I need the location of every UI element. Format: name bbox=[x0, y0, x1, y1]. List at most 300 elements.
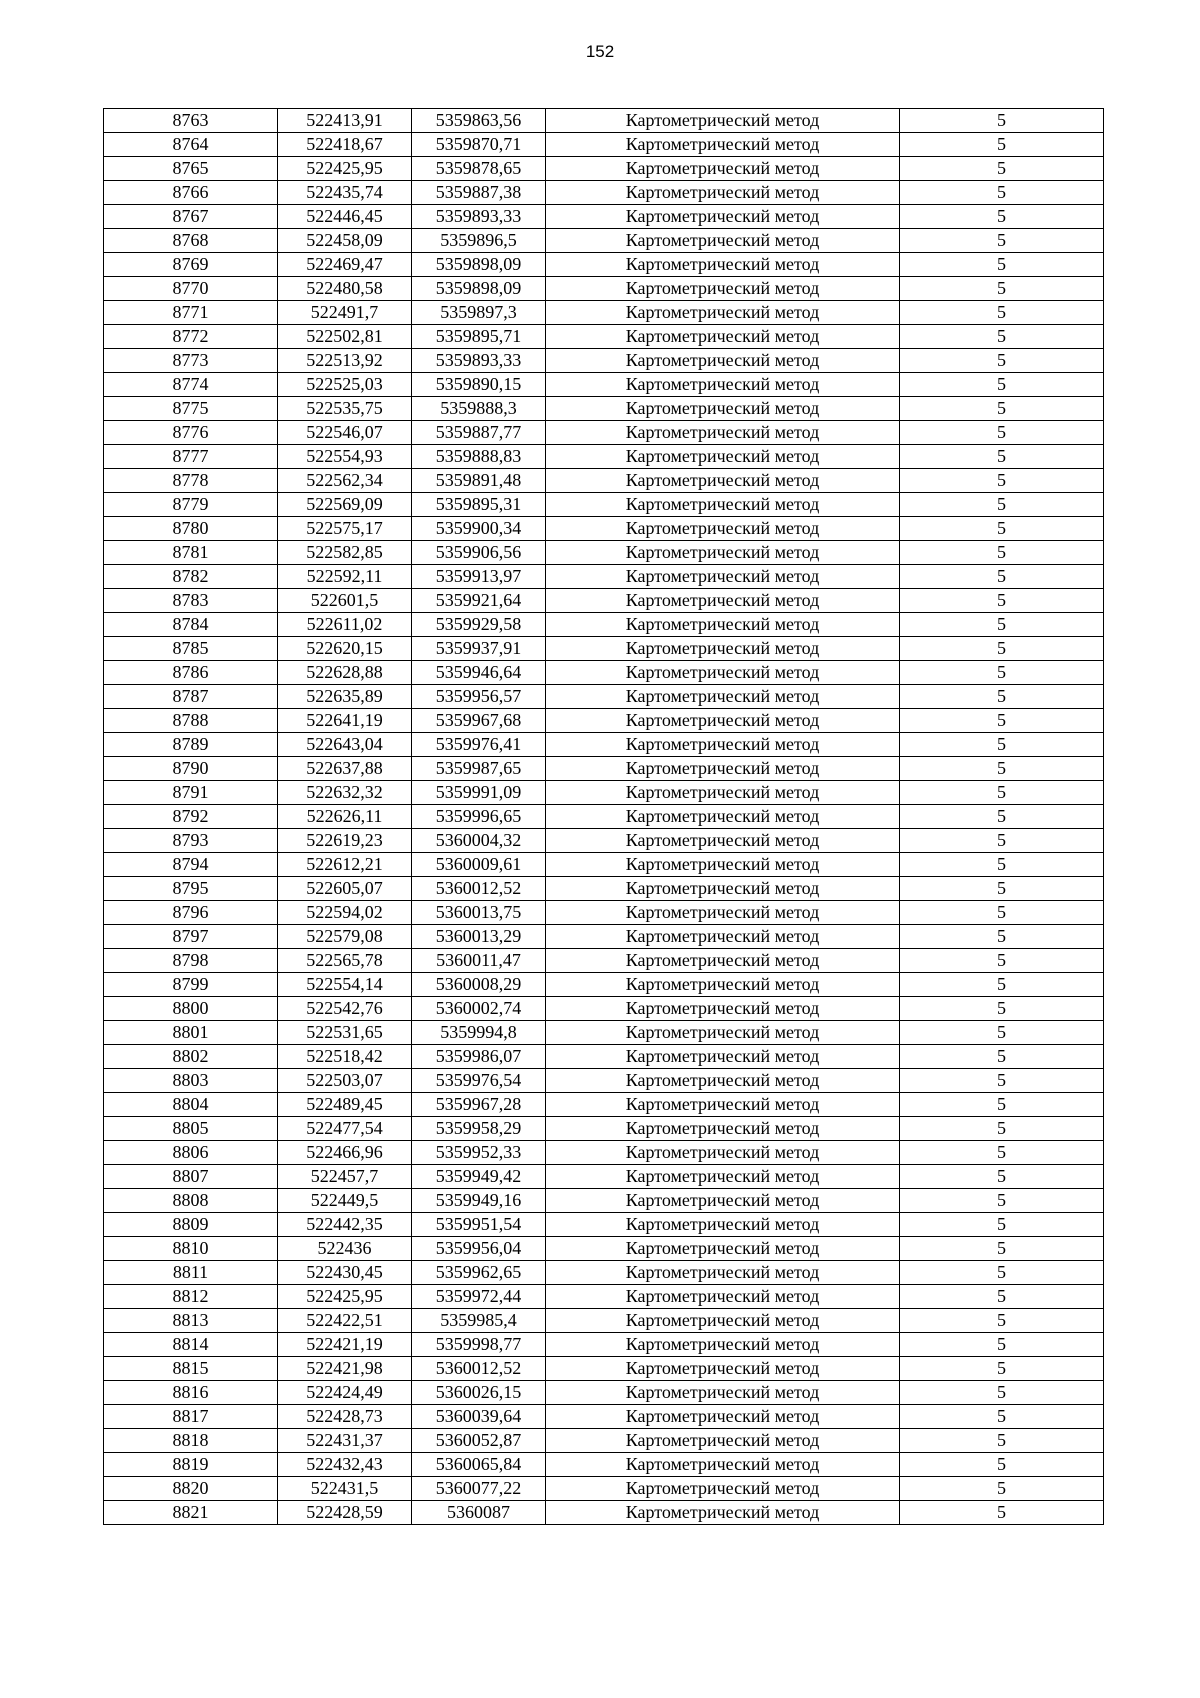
y-coordinate-cell: 5359967,68 bbox=[412, 709, 546, 733]
table-row bbox=[104, 1453, 1104, 1477]
point-number-cell: 8768 bbox=[104, 229, 278, 253]
table-row bbox=[104, 1189, 1104, 1213]
accuracy-cell: 5 bbox=[900, 565, 1104, 589]
method-cell: Картометрический метод bbox=[546, 1501, 900, 1525]
accuracy-cell: 5 bbox=[900, 181, 1104, 205]
x-coordinate-cell: 522575,17 bbox=[278, 517, 412, 541]
accuracy-cell: 5 bbox=[900, 1405, 1104, 1429]
accuracy-cell: 5 bbox=[900, 1021, 1104, 1045]
table-row bbox=[104, 973, 1104, 997]
accuracy-cell: 5 bbox=[900, 1237, 1104, 1261]
x-coordinate-cell: 522605,07 bbox=[278, 877, 412, 901]
table-row bbox=[104, 1477, 1104, 1501]
point-number-cell: 8816 bbox=[104, 1381, 278, 1405]
table-row bbox=[104, 157, 1104, 181]
accuracy-cell: 5 bbox=[900, 1189, 1104, 1213]
table-row bbox=[104, 877, 1104, 901]
x-coordinate-cell: 522418,67 bbox=[278, 133, 412, 157]
accuracy-cell: 5 bbox=[900, 877, 1104, 901]
table-row bbox=[104, 229, 1104, 253]
point-number-cell: 8809 bbox=[104, 1213, 278, 1237]
table-row bbox=[104, 1021, 1104, 1045]
accuracy-cell: 5 bbox=[900, 1285, 1104, 1309]
point-number-cell: 8771 bbox=[104, 301, 278, 325]
accuracy-cell: 5 bbox=[900, 949, 1104, 973]
point-number-cell: 8803 bbox=[104, 1069, 278, 1093]
y-coordinate-cell: 5360065,84 bbox=[412, 1453, 546, 1477]
x-coordinate-cell: 522611,02 bbox=[278, 613, 412, 637]
table-row bbox=[104, 757, 1104, 781]
x-coordinate-cell: 522432,43 bbox=[278, 1453, 412, 1477]
x-coordinate-cell: 522458,09 bbox=[278, 229, 412, 253]
table-row bbox=[104, 469, 1104, 493]
method-cell: Картометрический метод bbox=[546, 1357, 900, 1381]
x-coordinate-cell: 522582,85 bbox=[278, 541, 412, 565]
method-cell: Картометрический метод bbox=[546, 373, 900, 397]
y-coordinate-cell: 5359898,09 bbox=[412, 253, 546, 277]
accuracy-cell: 5 bbox=[900, 637, 1104, 661]
point-number-cell: 8764 bbox=[104, 133, 278, 157]
x-coordinate-cell: 522620,15 bbox=[278, 637, 412, 661]
table-row bbox=[104, 853, 1104, 877]
accuracy-cell: 5 bbox=[900, 421, 1104, 445]
x-coordinate-cell: 522601,5 bbox=[278, 589, 412, 613]
table-row bbox=[104, 781, 1104, 805]
accuracy-cell: 5 bbox=[900, 325, 1104, 349]
method-cell: Картометрический метод bbox=[546, 829, 900, 853]
point-number-cell: 8772 bbox=[104, 325, 278, 349]
method-cell: Картометрический метод bbox=[546, 517, 900, 541]
x-coordinate-cell: 522502,81 bbox=[278, 325, 412, 349]
point-number-cell: 8774 bbox=[104, 373, 278, 397]
y-coordinate-cell: 5359887,38 bbox=[412, 181, 546, 205]
x-coordinate-cell: 522449,5 bbox=[278, 1189, 412, 1213]
x-coordinate-cell: 522428,73 bbox=[278, 1405, 412, 1429]
point-number-cell: 8777 bbox=[104, 445, 278, 469]
method-cell: Картометрический метод bbox=[546, 1285, 900, 1309]
method-cell: Картометрический метод bbox=[546, 1093, 900, 1117]
method-cell: Картометрический метод bbox=[546, 1069, 900, 1093]
accuracy-cell: 5 bbox=[900, 1069, 1104, 1093]
accuracy-cell: 5 bbox=[900, 349, 1104, 373]
accuracy-cell: 5 bbox=[900, 397, 1104, 421]
table-row bbox=[104, 133, 1104, 157]
x-coordinate-cell: 522436 bbox=[278, 1237, 412, 1261]
point-number-cell: 8787 bbox=[104, 685, 278, 709]
table-row bbox=[104, 1405, 1104, 1429]
y-coordinate-cell: 5359898,09 bbox=[412, 277, 546, 301]
y-coordinate-cell: 5359967,28 bbox=[412, 1093, 546, 1117]
y-coordinate-cell: 5359976,54 bbox=[412, 1069, 546, 1093]
accuracy-cell: 5 bbox=[900, 901, 1104, 925]
point-number-cell: 8804 bbox=[104, 1093, 278, 1117]
y-coordinate-cell: 5359994,8 bbox=[412, 1021, 546, 1045]
x-coordinate-cell: 522542,76 bbox=[278, 997, 412, 1021]
method-cell: Картометрический метод bbox=[546, 1213, 900, 1237]
x-coordinate-cell: 522421,19 bbox=[278, 1333, 412, 1357]
accuracy-cell: 5 bbox=[900, 1093, 1104, 1117]
table-row bbox=[104, 901, 1104, 925]
accuracy-cell: 5 bbox=[900, 277, 1104, 301]
point-number-cell: 8778 bbox=[104, 469, 278, 493]
y-coordinate-cell: 5359949,42 bbox=[412, 1165, 546, 1189]
table-row bbox=[104, 397, 1104, 421]
method-cell: Картометрический метод bbox=[546, 1477, 900, 1501]
point-number-cell: 8801 bbox=[104, 1021, 278, 1045]
table-row bbox=[104, 589, 1104, 613]
x-coordinate-cell: 522592,11 bbox=[278, 565, 412, 589]
x-coordinate-cell: 522619,23 bbox=[278, 829, 412, 853]
accuracy-cell: 5 bbox=[900, 1309, 1104, 1333]
point-number-cell: 8813 bbox=[104, 1309, 278, 1333]
method-cell: Картометрический метод bbox=[546, 1045, 900, 1069]
x-coordinate-cell: 522569,09 bbox=[278, 493, 412, 517]
accuracy-cell: 5 bbox=[900, 469, 1104, 493]
method-cell: Картометрический метод bbox=[546, 253, 900, 277]
table-row bbox=[104, 1381, 1104, 1405]
point-number-cell: 8811 bbox=[104, 1261, 278, 1285]
accuracy-cell: 5 bbox=[900, 133, 1104, 157]
method-cell: Картометрический метод bbox=[546, 1165, 900, 1189]
accuracy-cell: 5 bbox=[900, 613, 1104, 637]
y-coordinate-cell: 5359870,71 bbox=[412, 133, 546, 157]
method-cell: Картометрический метод bbox=[546, 469, 900, 493]
accuracy-cell: 5 bbox=[900, 1453, 1104, 1477]
table-row bbox=[104, 373, 1104, 397]
table-row bbox=[104, 205, 1104, 229]
y-coordinate-cell: 5360002,74 bbox=[412, 997, 546, 1021]
x-coordinate-cell: 522480,58 bbox=[278, 277, 412, 301]
method-cell: Картометрический метод bbox=[546, 877, 900, 901]
accuracy-cell: 5 bbox=[900, 781, 1104, 805]
y-coordinate-cell: 5359987,65 bbox=[412, 757, 546, 781]
table-row bbox=[104, 541, 1104, 565]
method-cell: Картометрический метод bbox=[546, 949, 900, 973]
page-number: 152 bbox=[585, 42, 615, 61]
method-cell: Картометрический метод bbox=[546, 109, 900, 133]
accuracy-cell: 5 bbox=[900, 661, 1104, 685]
table-row bbox=[104, 1309, 1104, 1333]
table-row bbox=[104, 277, 1104, 301]
x-coordinate-cell: 522535,75 bbox=[278, 397, 412, 421]
x-coordinate-cell: 522554,93 bbox=[278, 445, 412, 469]
y-coordinate-cell: 5360012,52 bbox=[412, 1357, 546, 1381]
x-coordinate-cell: 522477,54 bbox=[278, 1117, 412, 1141]
point-number-cell: 8799 bbox=[104, 973, 278, 997]
point-number-cell: 8784 bbox=[104, 613, 278, 637]
accuracy-cell: 5 bbox=[900, 1333, 1104, 1357]
table-row bbox=[104, 949, 1104, 973]
table-row bbox=[104, 613, 1104, 637]
accuracy-cell: 5 bbox=[900, 373, 1104, 397]
accuracy-cell: 5 bbox=[900, 829, 1104, 853]
accuracy-cell: 5 bbox=[900, 205, 1104, 229]
method-cell: Картометрический метод bbox=[546, 709, 900, 733]
accuracy-cell: 5 bbox=[900, 301, 1104, 325]
y-coordinate-cell: 5359985,4 bbox=[412, 1309, 546, 1333]
point-number-cell: 8819 bbox=[104, 1453, 278, 1477]
method-cell: Картометрический метод bbox=[546, 1237, 900, 1261]
y-coordinate-cell: 5359976,41 bbox=[412, 733, 546, 757]
accuracy-cell: 5 bbox=[900, 253, 1104, 277]
point-number-cell: 8785 bbox=[104, 637, 278, 661]
x-coordinate-cell: 522562,34 bbox=[278, 469, 412, 493]
method-cell: Картометрический метод bbox=[546, 1333, 900, 1357]
y-coordinate-cell: 5360052,87 bbox=[412, 1429, 546, 1453]
method-cell: Картометрический метод bbox=[546, 637, 900, 661]
y-coordinate-cell: 5360039,64 bbox=[412, 1405, 546, 1429]
method-cell: Картометрический метод bbox=[546, 1405, 900, 1429]
accuracy-cell: 5 bbox=[900, 589, 1104, 613]
method-cell: Картометрический метод bbox=[546, 661, 900, 685]
x-coordinate-cell: 522421,98 bbox=[278, 1357, 412, 1381]
x-coordinate-cell: 522565,78 bbox=[278, 949, 412, 973]
point-number-cell: 8798 bbox=[104, 949, 278, 973]
method-cell: Картометрический метод bbox=[546, 445, 900, 469]
table-row bbox=[104, 349, 1104, 373]
x-coordinate-cell: 522425,95 bbox=[278, 1285, 412, 1309]
y-coordinate-cell: 5359986,07 bbox=[412, 1045, 546, 1069]
accuracy-cell: 5 bbox=[900, 1261, 1104, 1285]
point-number-cell: 8780 bbox=[104, 517, 278, 541]
method-cell: Картометрический метод bbox=[546, 1453, 900, 1477]
table-row bbox=[104, 709, 1104, 733]
accuracy-cell: 5 bbox=[900, 445, 1104, 469]
x-coordinate-cell: 522446,45 bbox=[278, 205, 412, 229]
point-number-cell: 8789 bbox=[104, 733, 278, 757]
x-coordinate-cell: 522579,08 bbox=[278, 925, 412, 949]
accuracy-cell: 5 bbox=[900, 1429, 1104, 1453]
y-coordinate-cell: 5359921,64 bbox=[412, 589, 546, 613]
x-coordinate-cell: 522628,88 bbox=[278, 661, 412, 685]
y-coordinate-cell: 5359996,65 bbox=[412, 805, 546, 829]
y-coordinate-cell: 5360012,52 bbox=[412, 877, 546, 901]
table-row bbox=[104, 685, 1104, 709]
accuracy-cell: 5 bbox=[900, 493, 1104, 517]
y-coordinate-cell: 5359952,33 bbox=[412, 1141, 546, 1165]
table-row bbox=[104, 1213, 1104, 1237]
accuracy-cell: 5 bbox=[900, 757, 1104, 781]
y-coordinate-cell: 5359998,77 bbox=[412, 1333, 546, 1357]
method-cell: Картометрический метод bbox=[546, 229, 900, 253]
method-cell: Картометрический метод bbox=[546, 325, 900, 349]
point-number-cell: 8793 bbox=[104, 829, 278, 853]
accuracy-cell: 5 bbox=[900, 1477, 1104, 1501]
y-coordinate-cell: 5359890,15 bbox=[412, 373, 546, 397]
method-cell: Картометрический метод bbox=[546, 349, 900, 373]
y-coordinate-cell: 5359897,3 bbox=[412, 301, 546, 325]
accuracy-cell: 5 bbox=[900, 1045, 1104, 1069]
table-row bbox=[104, 253, 1104, 277]
method-cell: Картометрический метод bbox=[546, 205, 900, 229]
y-coordinate-cell: 5359991,09 bbox=[412, 781, 546, 805]
method-cell: Картометрический метод bbox=[546, 805, 900, 829]
point-number-cell: 8821 bbox=[104, 1501, 278, 1525]
x-coordinate-cell: 522430,45 bbox=[278, 1261, 412, 1285]
table-row bbox=[104, 1117, 1104, 1141]
y-coordinate-cell: 5360026,15 bbox=[412, 1381, 546, 1405]
y-coordinate-cell: 5359906,56 bbox=[412, 541, 546, 565]
table-row bbox=[104, 325, 1104, 349]
table-row bbox=[104, 301, 1104, 325]
method-cell: Картометрический метод bbox=[546, 301, 900, 325]
table-row bbox=[104, 661, 1104, 685]
y-coordinate-cell: 5359893,33 bbox=[412, 349, 546, 373]
method-cell: Картометрический метод bbox=[546, 1309, 900, 1333]
x-coordinate-cell: 522425,95 bbox=[278, 157, 412, 181]
method-cell: Картометрический метод bbox=[546, 565, 900, 589]
point-number-cell: 8795 bbox=[104, 877, 278, 901]
y-coordinate-cell: 5359958,29 bbox=[412, 1117, 546, 1141]
table-row bbox=[104, 1429, 1104, 1453]
y-coordinate-cell: 5360008,29 bbox=[412, 973, 546, 997]
point-number-cell: 8791 bbox=[104, 781, 278, 805]
point-number-cell: 8766 bbox=[104, 181, 278, 205]
point-number-cell: 8797 bbox=[104, 925, 278, 949]
point-number-cell: 8812 bbox=[104, 1285, 278, 1309]
x-coordinate-cell: 522503,07 bbox=[278, 1069, 412, 1093]
y-coordinate-cell: 5359891,48 bbox=[412, 469, 546, 493]
y-coordinate-cell: 5359895,31 bbox=[412, 493, 546, 517]
point-number-cell: 8775 bbox=[104, 397, 278, 421]
point-number-cell: 8807 bbox=[104, 1165, 278, 1189]
accuracy-cell: 5 bbox=[900, 157, 1104, 181]
x-coordinate-cell: 522554,14 bbox=[278, 973, 412, 997]
x-coordinate-cell: 522531,65 bbox=[278, 1021, 412, 1045]
x-coordinate-cell: 522435,74 bbox=[278, 181, 412, 205]
table-row bbox=[104, 733, 1104, 757]
x-coordinate-cell: 522612,21 bbox=[278, 853, 412, 877]
x-coordinate-cell: 522431,5 bbox=[278, 1477, 412, 1501]
y-coordinate-cell: 5359863,56 bbox=[412, 109, 546, 133]
accuracy-cell: 5 bbox=[900, 1141, 1104, 1165]
x-coordinate-cell: 522626,11 bbox=[278, 805, 412, 829]
x-coordinate-cell: 522466,96 bbox=[278, 1141, 412, 1165]
x-coordinate-cell: 522422,51 bbox=[278, 1309, 412, 1333]
accuracy-cell: 5 bbox=[900, 1165, 1104, 1189]
y-coordinate-cell: 5359946,64 bbox=[412, 661, 546, 685]
method-cell: Картометрический метод bbox=[546, 1021, 900, 1045]
point-number-cell: 8810 bbox=[104, 1237, 278, 1261]
method-cell: Картометрический метод bbox=[546, 181, 900, 205]
accuracy-cell: 5 bbox=[900, 517, 1104, 541]
point-number-cell: 8817 bbox=[104, 1405, 278, 1429]
coordinates-table bbox=[103, 108, 1104, 1525]
point-number-cell: 8765 bbox=[104, 157, 278, 181]
point-number-cell: 8808 bbox=[104, 1189, 278, 1213]
method-cell: Картометрический метод bbox=[546, 757, 900, 781]
method-cell: Картометрический метод bbox=[546, 1141, 900, 1165]
point-number-cell: 8773 bbox=[104, 349, 278, 373]
y-coordinate-cell: 5359896,5 bbox=[412, 229, 546, 253]
accuracy-cell: 5 bbox=[900, 973, 1104, 997]
accuracy-cell: 5 bbox=[900, 1381, 1104, 1405]
x-coordinate-cell: 522431,37 bbox=[278, 1429, 412, 1453]
accuracy-cell: 5 bbox=[900, 229, 1104, 253]
accuracy-cell: 5 bbox=[900, 1357, 1104, 1381]
y-coordinate-cell: 5360087 bbox=[412, 1501, 546, 1525]
point-number-cell: 8818 bbox=[104, 1429, 278, 1453]
y-coordinate-cell: 5359937,91 bbox=[412, 637, 546, 661]
method-cell: Картометрический метод bbox=[546, 613, 900, 637]
table-row bbox=[104, 1165, 1104, 1189]
table-row bbox=[104, 805, 1104, 829]
x-coordinate-cell: 522424,49 bbox=[278, 1381, 412, 1405]
table-row bbox=[104, 1357, 1104, 1381]
method-cell: Картометрический метод bbox=[546, 925, 900, 949]
table-row bbox=[104, 829, 1104, 853]
table-row bbox=[104, 925, 1104, 949]
point-number-cell: 8781 bbox=[104, 541, 278, 565]
accuracy-cell: 5 bbox=[900, 541, 1104, 565]
method-cell: Картометрический метод bbox=[546, 133, 900, 157]
x-coordinate-cell: 522635,89 bbox=[278, 685, 412, 709]
point-number-cell: 8770 bbox=[104, 277, 278, 301]
x-coordinate-cell: 522594,02 bbox=[278, 901, 412, 925]
accuracy-cell: 5 bbox=[900, 685, 1104, 709]
accuracy-cell: 5 bbox=[900, 709, 1104, 733]
table-row bbox=[104, 997, 1104, 1021]
point-number-cell: 8788 bbox=[104, 709, 278, 733]
x-coordinate-cell: 522491,7 bbox=[278, 301, 412, 325]
point-number-cell: 8802 bbox=[104, 1045, 278, 1069]
x-coordinate-cell: 522469,47 bbox=[278, 253, 412, 277]
x-coordinate-cell: 522513,92 bbox=[278, 349, 412, 373]
point-number-cell: 8820 bbox=[104, 1477, 278, 1501]
method-cell: Картометрический метод bbox=[546, 1429, 900, 1453]
method-cell: Картометрический метод bbox=[546, 973, 900, 997]
y-coordinate-cell: 5359913,97 bbox=[412, 565, 546, 589]
method-cell: Картометрический метод bbox=[546, 493, 900, 517]
y-coordinate-cell: 5359900,34 bbox=[412, 517, 546, 541]
y-coordinate-cell: 5360009,61 bbox=[412, 853, 546, 877]
method-cell: Картометрический метод bbox=[546, 1381, 900, 1405]
y-coordinate-cell: 5359949,16 bbox=[412, 1189, 546, 1213]
method-cell: Картометрический метод bbox=[546, 157, 900, 181]
table-row bbox=[104, 445, 1104, 469]
method-cell: Картометрический метод bbox=[546, 589, 900, 613]
x-coordinate-cell: 522632,32 bbox=[278, 781, 412, 805]
y-coordinate-cell: 5359962,65 bbox=[412, 1261, 546, 1285]
method-cell: Картометрический метод bbox=[546, 685, 900, 709]
accuracy-cell: 5 bbox=[900, 1117, 1104, 1141]
accuracy-cell: 5 bbox=[900, 805, 1104, 829]
x-coordinate-cell: 522442,35 bbox=[278, 1213, 412, 1237]
table-row bbox=[104, 1285, 1104, 1309]
y-coordinate-cell: 5360013,75 bbox=[412, 901, 546, 925]
y-coordinate-cell: 5359956,04 bbox=[412, 1237, 546, 1261]
accuracy-cell: 5 bbox=[900, 1213, 1104, 1237]
point-number-cell: 8815 bbox=[104, 1357, 278, 1381]
coordinates-table-body bbox=[104, 109, 1104, 1525]
point-number-cell: 8767 bbox=[104, 205, 278, 229]
table-row bbox=[104, 1261, 1104, 1285]
point-number-cell: 8806 bbox=[104, 1141, 278, 1165]
table-row bbox=[104, 109, 1104, 133]
point-number-cell: 8769 bbox=[104, 253, 278, 277]
point-number-cell: 8814 bbox=[104, 1333, 278, 1357]
y-coordinate-cell: 5359893,33 bbox=[412, 205, 546, 229]
method-cell: Картометрический метод bbox=[546, 901, 900, 925]
method-cell: Картометрический метод bbox=[546, 1261, 900, 1285]
method-cell: Картометрический метод bbox=[546, 853, 900, 877]
table-row bbox=[104, 421, 1104, 445]
accuracy-cell: 5 bbox=[900, 925, 1104, 949]
x-coordinate-cell: 522413,91 bbox=[278, 109, 412, 133]
y-coordinate-cell: 5359887,77 bbox=[412, 421, 546, 445]
method-cell: Картометрический метод bbox=[546, 997, 900, 1021]
y-coordinate-cell: 5359956,57 bbox=[412, 685, 546, 709]
